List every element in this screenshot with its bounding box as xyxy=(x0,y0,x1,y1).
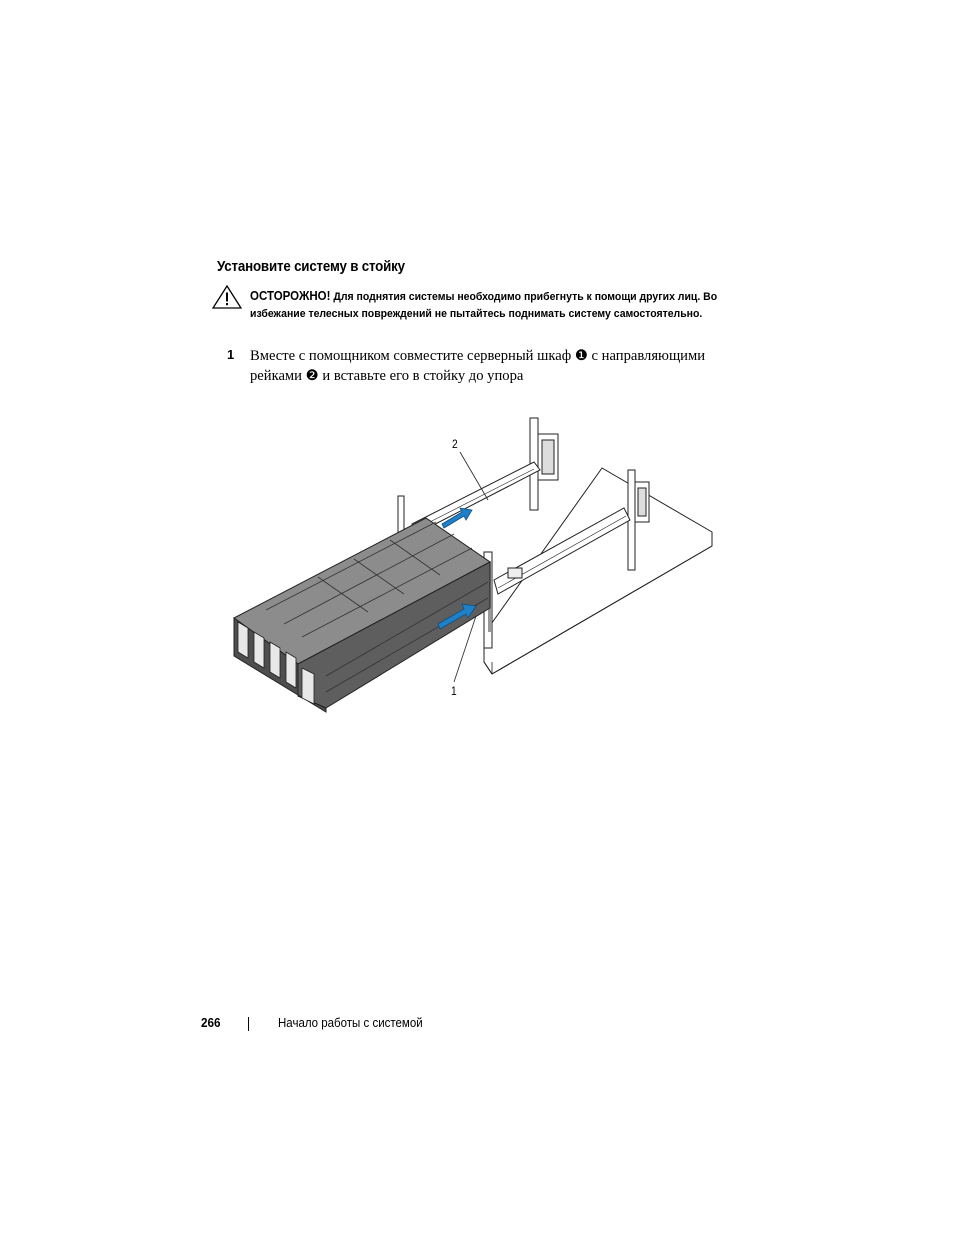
page-number: 266 xyxy=(201,1015,221,1030)
chapter-title: Начало работы с системой xyxy=(278,1016,423,1030)
step-number: 1 xyxy=(227,347,235,362)
step-text: Вместе с помощником совместите серверный шкаф ❶ с направляющими рейками ❷ и вставьте его в стойку до упора xyxy=(250,348,706,384)
section-heading: Установите систему в стойку xyxy=(217,259,405,275)
callout-1: 1 xyxy=(451,684,457,698)
footer-divider xyxy=(248,1017,249,1031)
warning-label: ОСТОРОЖНО! xyxy=(250,289,331,303)
callout-2: 2 xyxy=(452,437,458,451)
warning-text: Для поднятия системы необходимо прибегнуть к помощи других лиц. Во избежание телесных повреждений не пытайтесь поднимать систему самостоятельно. xyxy=(250,291,718,320)
server-chassis xyxy=(234,518,490,712)
warning-triangle-icon xyxy=(212,285,242,309)
warning-notice xyxy=(250,288,728,323)
rack-installation-figure xyxy=(226,412,720,716)
